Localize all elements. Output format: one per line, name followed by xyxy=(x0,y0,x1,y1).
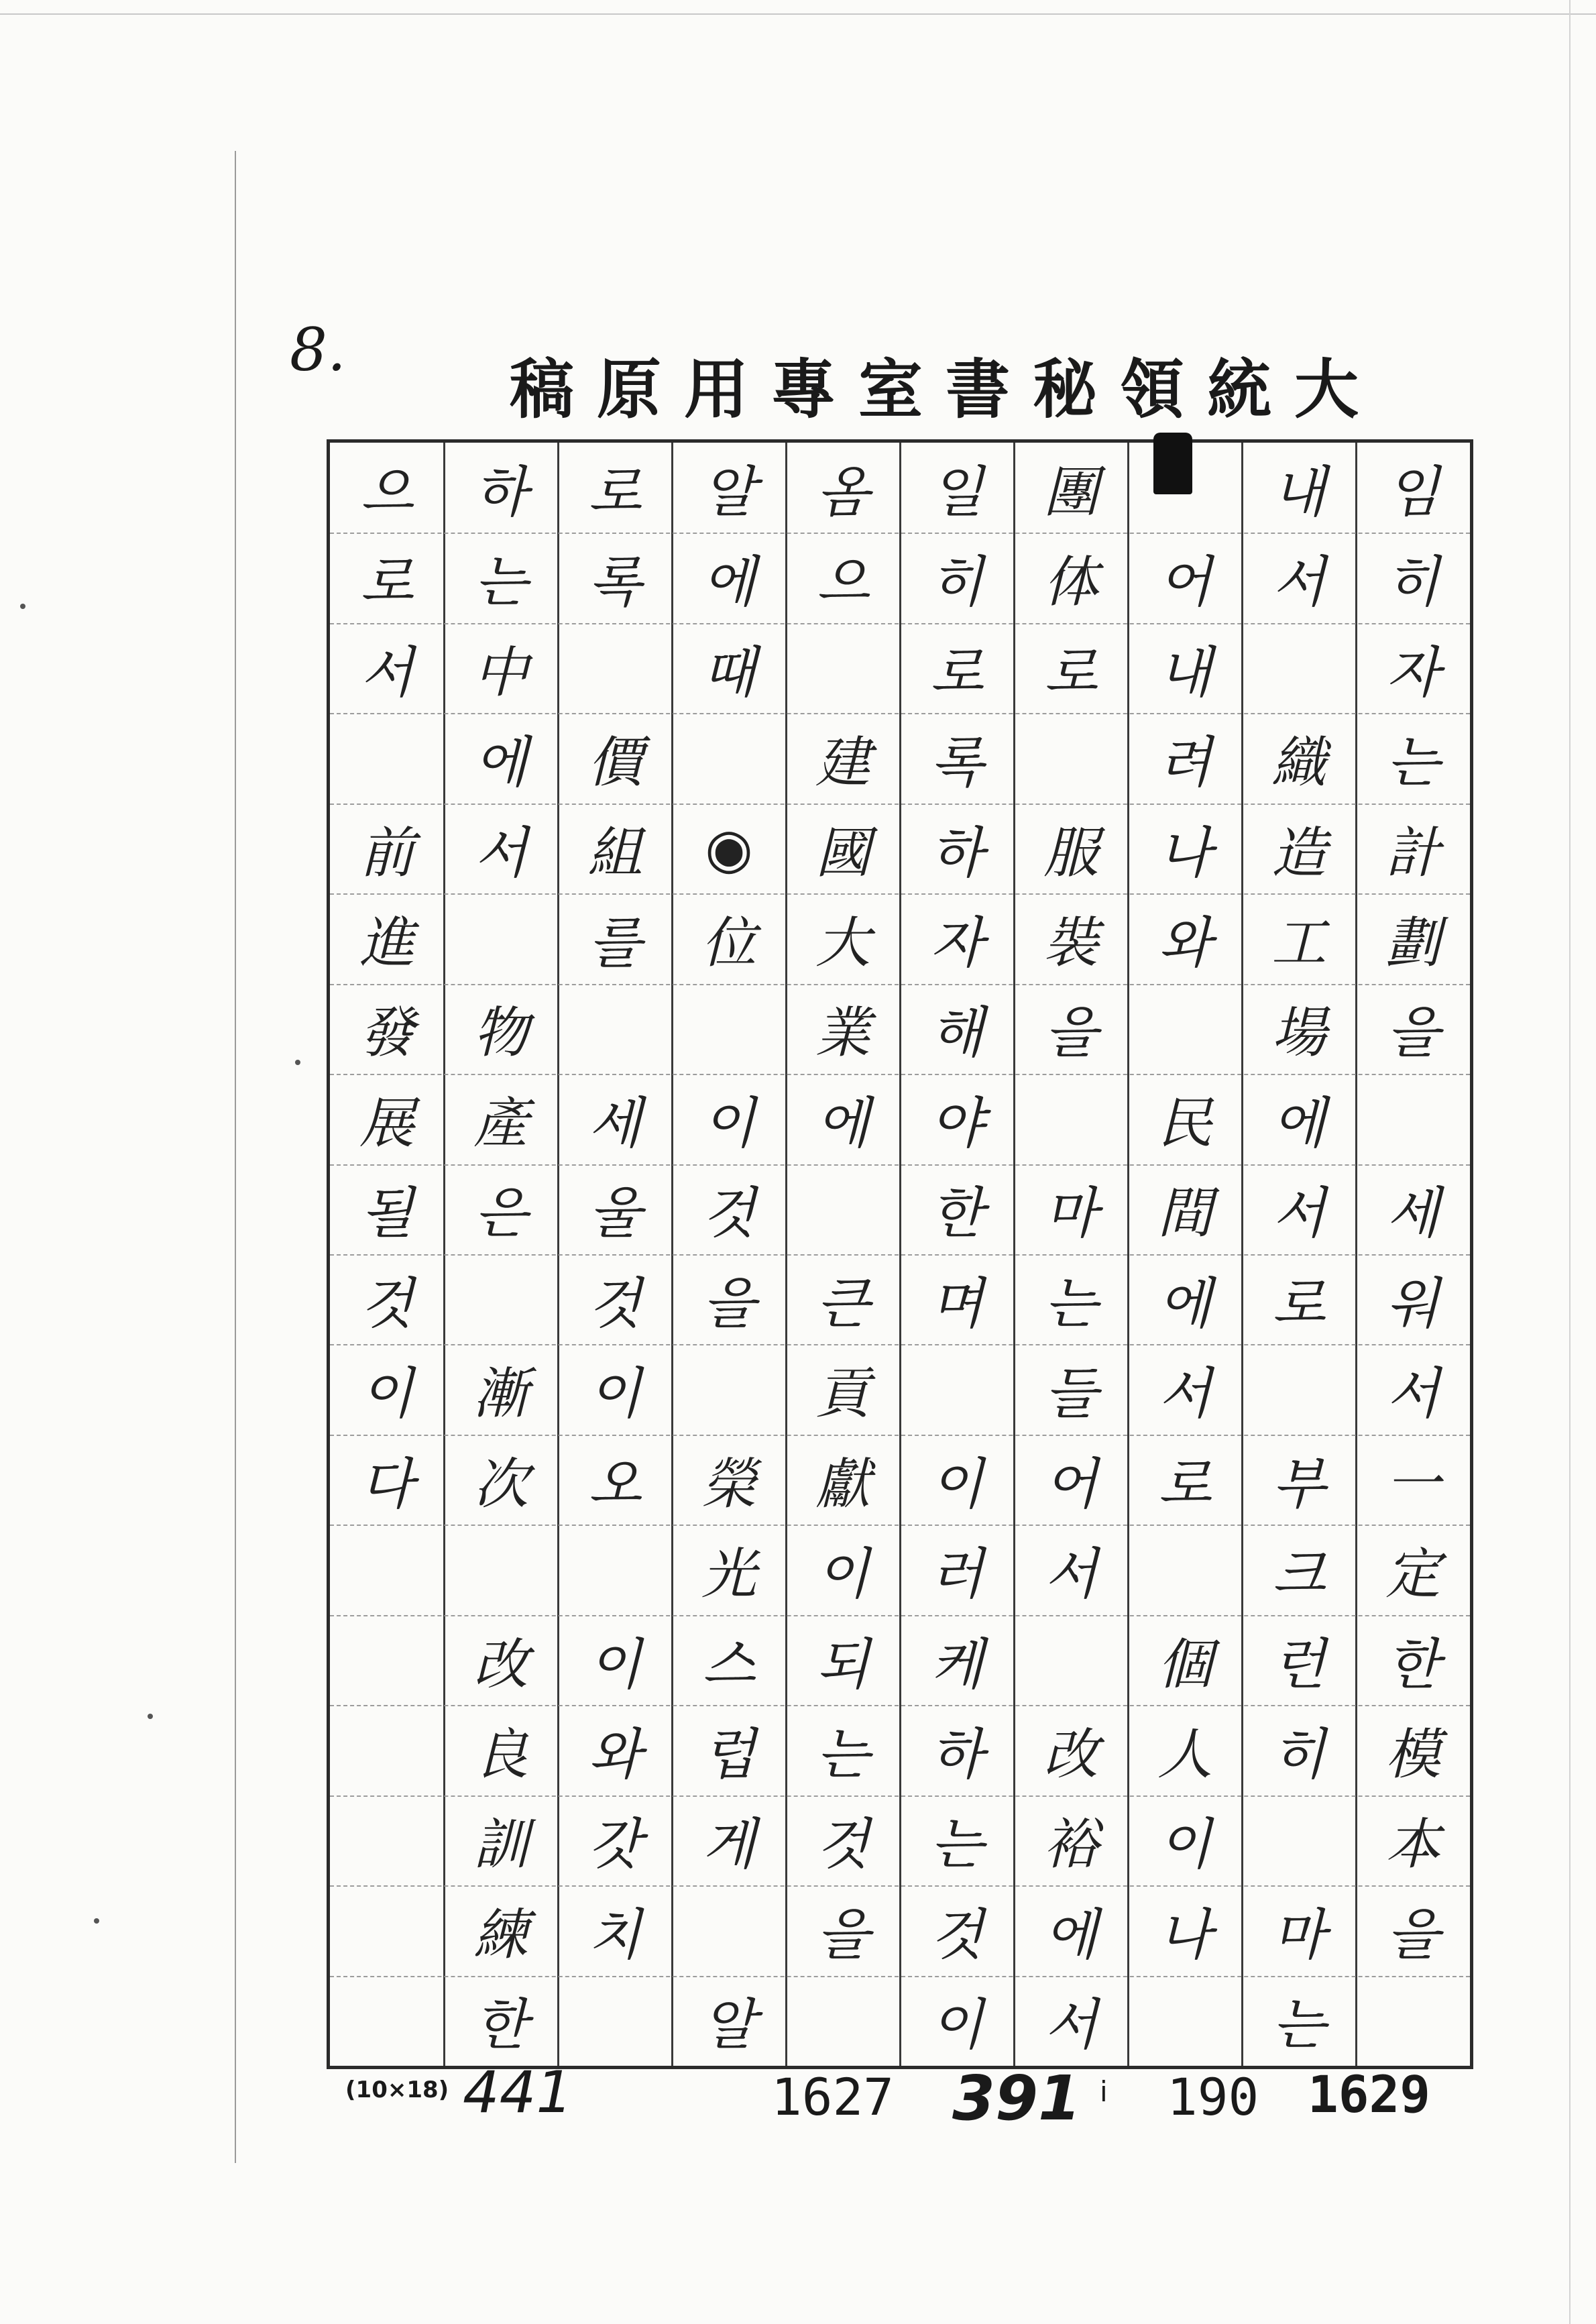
grid-size-label: (10×18) xyxy=(345,2077,449,2103)
grid-row-line xyxy=(330,1344,1470,1345)
manuscript-cell: 에 xyxy=(702,551,756,615)
manuscript-cell: 러 xyxy=(930,1543,984,1607)
grid-row-line xyxy=(330,713,1470,714)
manuscript-cell: 서 xyxy=(474,821,528,885)
manuscript-cell: 려 xyxy=(1158,731,1212,795)
manuscript-cell: 마 xyxy=(1044,1182,1098,1246)
manuscript-cell: 로 xyxy=(1158,1452,1212,1516)
manuscript-cell: 은 xyxy=(474,1182,528,1246)
manuscript-cell: 을 xyxy=(702,1272,756,1336)
manuscript-cell: 造 xyxy=(1271,821,1326,885)
manuscript-cell: 내 xyxy=(1158,641,1212,705)
manuscript-cell: 으 xyxy=(360,460,414,524)
manuscript-cell: 것 xyxy=(702,1182,756,1246)
manuscript-cell: 一 xyxy=(1385,1452,1440,1516)
grid-row-line xyxy=(330,984,1470,985)
manuscript-cell: 이 xyxy=(816,1543,870,1607)
manuscript-cell: 자 xyxy=(1386,641,1440,705)
manuscript-cell: 갓 xyxy=(588,1813,642,1877)
manuscript-cell: 크 xyxy=(1272,1543,1326,1607)
manuscript-cell: 建 xyxy=(815,731,870,795)
manuscript-cell: 을 xyxy=(816,1903,870,1967)
manuscript-grid xyxy=(327,439,1473,2069)
grid-row-line xyxy=(330,533,1470,534)
scan-left-edge xyxy=(235,151,236,2163)
manuscript-cell: 前 xyxy=(359,821,414,885)
manuscript-cell: 로 xyxy=(588,460,642,524)
manuscript-cell: 에 xyxy=(1158,1272,1212,1336)
manuscript-cell: 는 xyxy=(816,1722,870,1787)
manuscript-cell: 이 xyxy=(360,1362,414,1427)
grid-row-line xyxy=(330,804,1470,805)
manuscript-cell: 것 xyxy=(588,1272,642,1336)
manuscript-cell: 어 xyxy=(1158,551,1212,615)
manuscript-cell xyxy=(803,626,883,710)
manuscript-cell xyxy=(1031,1077,1111,1161)
grid-row-line xyxy=(330,1525,1470,1526)
manuscript-cell: 마 xyxy=(1272,1903,1326,1967)
manuscript-cell: 서 xyxy=(1044,1993,1098,2058)
manuscript-cell xyxy=(689,1889,769,1973)
manuscript-cell: 進 xyxy=(359,911,414,975)
small-mark: ⅰ xyxy=(1100,2075,1108,2108)
manuscript-cell xyxy=(1259,626,1339,710)
manuscript-cell: 야 xyxy=(930,1091,984,1156)
scan-top-edge xyxy=(0,13,1596,15)
manuscript-cell xyxy=(1259,1347,1339,1431)
handwritten-page-right: 391 xyxy=(952,2062,1082,2134)
manuscript-cell: 裕 xyxy=(1043,1813,1098,1877)
manuscript-cell: 民 xyxy=(1157,1091,1212,1156)
manuscript-cell: 價 xyxy=(587,731,642,795)
manuscript-cell: 를 xyxy=(588,911,642,975)
manuscript-cell: 케 xyxy=(930,1633,984,1697)
manuscript-cell: 로 xyxy=(360,551,414,615)
manuscript-cell xyxy=(575,1979,655,2062)
page-number: 8. xyxy=(290,315,346,384)
manuscript-cell xyxy=(689,716,769,800)
manuscript-cell: 는 xyxy=(930,1813,984,1877)
manuscript-cell: 服 xyxy=(1043,821,1098,885)
manuscript-cell: 大 xyxy=(815,911,870,975)
manuscript-cell xyxy=(1373,1979,1453,2062)
manuscript-cell: 工 xyxy=(1271,911,1326,975)
manuscript-cell: 國 xyxy=(815,821,870,885)
manuscript-cell xyxy=(575,987,655,1070)
manuscript-cell: ◉ xyxy=(705,816,753,881)
manuscript-cell: 하 xyxy=(930,1722,984,1787)
manuscript-cell: 히 xyxy=(930,551,984,615)
manuscript-cell: 이 xyxy=(588,1362,642,1427)
manuscript-cell xyxy=(1259,1798,1339,1882)
manuscript-cell: 한 xyxy=(1386,1633,1440,1697)
manuscript-cell: 록 xyxy=(588,551,642,615)
manuscript-cell: 이 xyxy=(702,1091,756,1156)
manuscript-cell: 세 xyxy=(588,1091,642,1156)
scan-speck xyxy=(148,1714,153,1719)
manuscript-cell: 間 xyxy=(1157,1182,1212,1246)
manuscript-cell: 워 xyxy=(1386,1272,1440,1336)
manuscript-cell: 나 xyxy=(1158,821,1212,885)
manuscript-cell: 이 xyxy=(930,1993,984,2058)
manuscript-cell: 될 xyxy=(360,1182,414,1246)
manuscript-cell: 良 xyxy=(473,1722,528,1787)
manuscript-cell: 이 xyxy=(1158,1813,1212,1877)
manuscript-cell: 劃 xyxy=(1385,911,1440,975)
manuscript-cell: 하 xyxy=(474,460,528,524)
manuscript-cell: 자 xyxy=(930,911,984,975)
manuscript-cell: 스 xyxy=(702,1633,756,1697)
manuscript-cell: 때 xyxy=(702,641,756,705)
manuscript-cell: 알 xyxy=(702,460,756,524)
manuscript-cell xyxy=(689,987,769,1070)
manuscript-cell xyxy=(803,1167,883,1251)
handwritten-page-left: 441 xyxy=(463,2059,573,2126)
manuscript-cell: 한 xyxy=(474,1993,528,2058)
grid-row-line xyxy=(330,893,1470,895)
scan-right-edge xyxy=(1569,0,1571,2324)
manuscript-cell xyxy=(689,1347,769,1431)
grid-row-line xyxy=(330,1885,1470,1887)
manuscript-cell: 中 xyxy=(473,641,528,705)
manuscript-cell: 것 xyxy=(930,1903,984,1967)
manuscript-cell: 模 xyxy=(1385,1722,1440,1787)
stamp-number: 1629 xyxy=(1308,2064,1431,2124)
manuscript-cell: 큰 xyxy=(816,1272,870,1336)
manuscript-cell xyxy=(1145,1979,1225,2062)
manuscript-cell: 되 xyxy=(816,1633,870,1697)
manuscript-cell: 들 xyxy=(1044,1362,1098,1427)
manuscript-cell xyxy=(347,1798,427,1882)
manuscript-cell: 織 xyxy=(1271,731,1326,795)
manuscript-cell: 것 xyxy=(360,1272,414,1336)
manuscript-cell: 榮 xyxy=(701,1452,756,1516)
manuscript-cell xyxy=(575,626,655,710)
manuscript-cell: 에 xyxy=(474,731,528,795)
grid-body xyxy=(330,443,1470,2066)
manuscript-cell: 부 xyxy=(1272,1452,1326,1516)
manuscript-cell: 와 xyxy=(588,1722,642,1787)
manuscript-cell: 서 xyxy=(1044,1543,1098,1607)
manuscript-cell: 로 xyxy=(1272,1272,1326,1336)
grid-row-line xyxy=(330,623,1470,624)
grid-row-line xyxy=(330,1164,1470,1166)
manuscript-cell: 個 xyxy=(1157,1633,1212,1697)
manuscript-cell: 物 xyxy=(473,1001,528,1066)
grid-row-line xyxy=(330,1254,1470,1256)
manuscript-cell: 것 xyxy=(816,1813,870,1877)
manuscript-cell: 貢 xyxy=(815,1362,870,1427)
manuscript-cell: 며 xyxy=(930,1272,984,1336)
manuscript-cell: 裝 xyxy=(1043,911,1098,975)
manuscript-cell: 이 xyxy=(588,1633,642,1697)
manuscript-cell xyxy=(1145,1528,1225,1612)
manuscript-cell: 는 xyxy=(1386,731,1440,795)
manuscript-cell xyxy=(575,1528,655,1612)
manuscript-cell: 訓 xyxy=(473,1813,528,1877)
manuscript-cell: 定 xyxy=(1385,1543,1440,1607)
scan-speck xyxy=(295,1060,300,1065)
manuscript-cell: 光 xyxy=(701,1543,756,1607)
manuscript-cell: 位 xyxy=(701,911,756,975)
manuscript-cell xyxy=(347,716,427,800)
manuscript-cell: 록 xyxy=(930,731,984,795)
manuscript-cell: 練 xyxy=(473,1903,528,1967)
manuscript-cell: 을 xyxy=(1386,1001,1440,1066)
grid-row-line xyxy=(330,1705,1470,1706)
manuscript-cell: 場 xyxy=(1271,1001,1326,1066)
manuscript-cell: 次 xyxy=(473,1452,528,1516)
manuscript-cell: 로 xyxy=(1044,641,1098,705)
manuscript-cell: 에 xyxy=(816,1091,870,1156)
manuscript-cell: 임 xyxy=(1386,460,1440,524)
manuscript-cell: 알 xyxy=(702,1993,756,2058)
manuscript-cell: 業 xyxy=(815,1001,870,1066)
manuscript-cell: 나 xyxy=(1158,1903,1212,1967)
manuscript-cell: 게 xyxy=(702,1813,756,1877)
manuscript-cell: 히 xyxy=(1272,1722,1326,1787)
manuscript-cell: 이 xyxy=(930,1452,984,1516)
manuscript-cell xyxy=(347,1708,427,1792)
manuscript-cell xyxy=(461,1258,541,1341)
manuscript-cell: 서 xyxy=(1272,1182,1326,1246)
manuscript-cell: 改 xyxy=(473,1633,528,1697)
manuscript-cell xyxy=(347,1618,427,1702)
manuscript-cell: 으 xyxy=(816,551,870,615)
manuscript-cell: 展 xyxy=(359,1091,414,1156)
manuscript-cell: 本 xyxy=(1385,1813,1440,1877)
manuscript-cell: 히 xyxy=(1386,551,1440,615)
manuscript-cell: 하 xyxy=(930,821,984,885)
manuscript-cell: 와 xyxy=(1158,911,1212,975)
manuscript-cell: 서 xyxy=(360,641,414,705)
manuscript-cell xyxy=(1031,1618,1111,1702)
grid-row-line xyxy=(330,1615,1470,1616)
manuscript-cell: 옴 xyxy=(816,460,870,524)
manuscript-cell: 을 xyxy=(1386,1903,1440,1967)
manuscript-cell: 서 xyxy=(1272,551,1326,615)
scan-speck xyxy=(94,1918,99,1924)
printed-number: 1627 xyxy=(771,2067,895,2127)
manuscript-cell: 組 xyxy=(587,821,642,885)
manuscript-cell: 漸 xyxy=(473,1362,528,1427)
manuscript-cell: 는 xyxy=(1044,1272,1098,1336)
manuscript-cell: 獻 xyxy=(815,1452,870,1516)
grid-row-line xyxy=(330,1074,1470,1075)
manuscript-cell: 다 xyxy=(360,1452,414,1516)
manuscript-cell: 럽 xyxy=(702,1722,756,1787)
manuscript-cell xyxy=(347,1528,427,1612)
manuscript-cell xyxy=(1031,716,1111,800)
manuscript-cell xyxy=(1145,987,1225,1070)
grid-row-line xyxy=(330,1976,1470,1977)
manuscript-cell xyxy=(917,1347,997,1431)
manuscript-cell: 團 xyxy=(1043,460,1098,524)
manuscript-cell: 세 xyxy=(1386,1182,1440,1246)
manuscript-cell: 치 xyxy=(588,1903,642,1967)
manuscript-cell: 產 xyxy=(473,1091,528,1156)
grid-row-line xyxy=(330,1435,1470,1436)
manuscript-cell: 울 xyxy=(588,1182,642,1246)
manuscript-cell: 해 xyxy=(930,1001,984,1066)
manuscript-cell: 런 xyxy=(1272,1633,1326,1697)
manuscript-cell: 体 xyxy=(1043,551,1098,615)
manuscript-cell xyxy=(461,1528,541,1612)
manuscript-cell: 計 xyxy=(1385,821,1440,885)
manuscript-cell: 로 xyxy=(930,641,984,705)
manuscript-cell: 내 xyxy=(1272,460,1326,524)
manuscript-cell: 發 xyxy=(359,1001,414,1066)
manuscript-cell: 는 xyxy=(1272,1993,1326,2058)
manuscript-cell: 는 xyxy=(474,551,528,615)
manuscript-cell: 을 xyxy=(1044,1001,1098,1066)
manuscript-cell xyxy=(347,1889,427,1973)
manuscript-cell xyxy=(347,1979,427,2062)
manuscript-cell xyxy=(461,897,541,981)
manuscript-cell: 일 xyxy=(930,460,984,524)
manuscript-cell: 人 xyxy=(1157,1722,1212,1787)
manuscript-cell: 어 xyxy=(1044,1452,1098,1516)
manuscript-cell: 에 xyxy=(1272,1091,1326,1156)
manuscript-cell: 한 xyxy=(930,1182,984,1246)
manuscript-cell: 에 xyxy=(1044,1903,1098,1967)
manuscript-cell: 오 xyxy=(588,1452,642,1516)
printed-number-2: 190 xyxy=(1167,2067,1259,2127)
grid-row-line xyxy=(330,1795,1470,1797)
letterhead-title: 稿原用專室書秘領統大 xyxy=(510,351,1381,427)
scan-speck xyxy=(20,604,25,609)
manuscript-cell: 서 xyxy=(1158,1362,1212,1427)
ink-blot xyxy=(1153,433,1192,494)
manuscript-cell xyxy=(803,1979,883,2062)
manuscript-cell: 서 xyxy=(1386,1362,1440,1427)
manuscript-cell: 改 xyxy=(1043,1722,1098,1787)
manuscript-cell xyxy=(1373,1077,1453,1161)
